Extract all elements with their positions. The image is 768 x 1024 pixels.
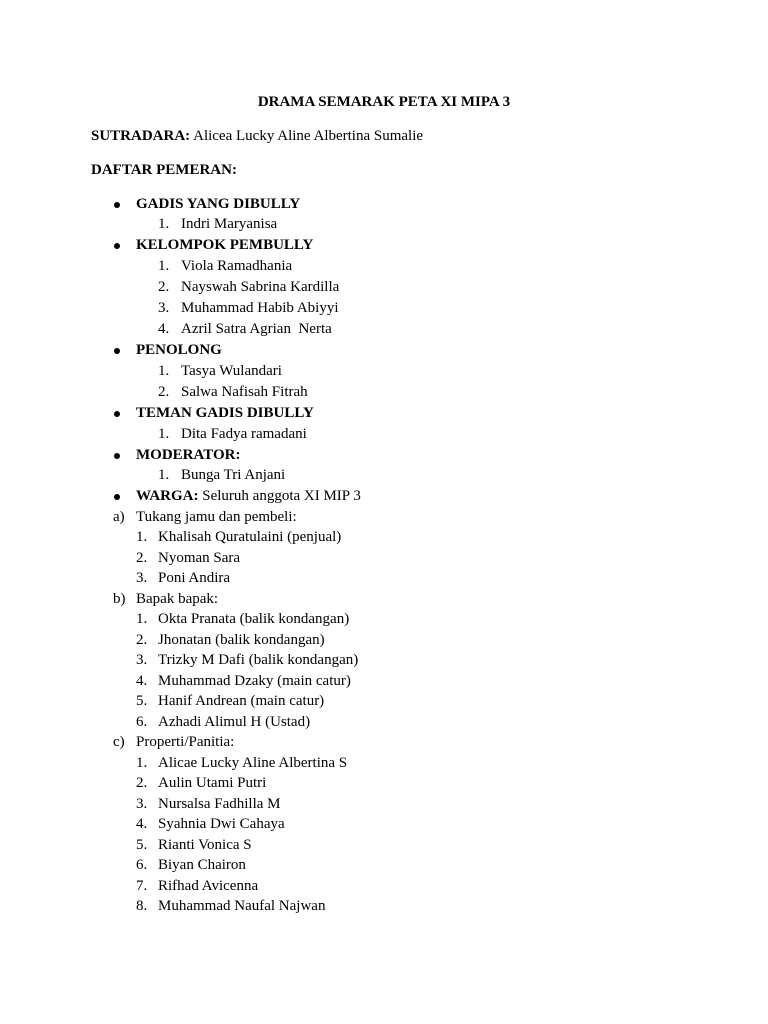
role-line [0,235,768,256]
member-name: Jhonatan (balik kondangan) [158,631,325,648]
warga-description: Seluruh anggota XI MIP 3 [202,488,361,505]
member-name: Alicae Lucky Aline Albertina S [158,754,348,771]
member-name: Indri Maryanisa [181,216,278,233]
member-name: Hanif Andrean (main catur) [158,693,325,710]
role-member-line [0,319,768,340]
role-member-line [0,298,768,319]
group-marker: a) [113,508,125,525]
role-line [0,445,768,466]
warga-text [136,486,361,507]
group-member-line [0,855,768,876]
director-label: SUTRADARA: [91,128,191,144]
role-member-line [0,256,768,277]
group-member-line [0,609,768,630]
member-name: Poni Andira [158,570,231,587]
member-number: 1. [158,467,170,484]
group-member-line [0,691,768,712]
member-name: Muhammad Dzaky (main catur) [158,672,351,689]
member-number: 8. [136,898,148,915]
group-member-line [0,835,768,856]
role-member-line [0,277,768,298]
member-name: Bunga Tri Anjani [181,467,286,484]
member-name: Salwa Nafisah Fitrah [181,383,308,400]
group-label: Tukang jamu dan pembeli: [136,508,297,525]
member-name: Muhammad Naufal Najwan [158,898,326,915]
member-name: Nayswah Sabrina Kardilla [181,279,340,296]
group-member-line [0,753,768,774]
member-number: 1. [158,425,170,442]
member-name: Nyoman Sara [158,549,241,566]
warga-line [0,486,768,507]
member-number: 2. [158,279,170,296]
member-name: Azril Satra Agrian Nerta [181,321,332,338]
member-number: 3. [136,795,148,812]
member-name: Biyan Chairon [158,857,246,874]
member-number: 6. [136,857,148,874]
member-number: 1. [136,529,148,546]
group-member-line [0,568,768,589]
bullet-icon [114,202,120,208]
member-number: 3. [136,570,148,587]
bullet-icon [114,453,120,459]
group-line [0,589,768,610]
bullet-icon [114,348,120,354]
role-title: KELOMPOK PEMBULLY [136,237,314,254]
group-member-line [0,773,768,794]
role-member-line [0,214,768,235]
member-name: Nursalsa Fadhilla M [158,795,281,812]
group-line [0,507,768,528]
member-name: Okta Pranata (balik kondangan) [158,611,350,628]
member-number: 3. [158,300,170,317]
member-number: 3. [136,652,148,669]
group-label: Properti/Panitia: [136,734,235,751]
member-name: Tasya Wulandari [181,362,282,379]
role-member-line [0,382,768,403]
role-member-line [0,361,768,382]
group-member-line [0,650,768,671]
member-name: Viola Ramadhania [181,258,293,275]
member-number: 5. [136,836,148,853]
role-line [0,194,768,215]
member-number: 2. [158,383,170,400]
group-member-line [0,671,768,692]
role-line [0,403,768,424]
group-marker: b) [113,590,126,607]
member-name: Azhadi Alimul H (Ustad) [158,713,311,730]
member-number: 5. [136,693,148,710]
group-member-line [0,712,768,733]
member-name: Muhammad Habib Abiyyi [181,300,339,317]
role-title: TEMAN GADIS DIBULLY [136,404,314,421]
member-number: 2. [136,549,148,566]
director-line [91,126,423,146]
member-number: 1. [136,611,148,628]
cast-heading: DAFTAR PEMERAN: [91,162,237,178]
group-line [0,732,768,753]
group-member-line [0,527,768,548]
member-number: 4. [158,321,170,338]
member-number: 6. [136,713,148,730]
member-number: 1. [158,216,170,233]
cast-list [0,194,768,917]
group-member-line [0,794,768,815]
member-number: 7. [136,877,148,894]
bullet-icon [114,494,120,500]
member-number: 2. [136,775,148,792]
group-member-line [0,630,768,651]
member-name: Khalisah Quratulaini (penjual) [158,529,342,546]
member-number: 1. [158,258,170,275]
member-name: Trizky M Dafi (balik kondangan) [158,652,359,669]
member-number: 4. [136,672,148,689]
group-member-line [0,896,768,917]
member-number: 1. [158,362,170,379]
member-name: Dita Fadya ramadani [181,425,307,442]
member-name: Rifhad Avicenna [158,877,259,894]
role-title: GADIS YANG DIBULLY [136,195,301,212]
member-name: Syahnia Dwi Cahaya [158,816,285,833]
role-member-line [0,465,768,486]
bullet-icon [114,411,120,417]
director-name: Alicea Lucky Aline Albertina Sumalie [193,128,424,144]
group-member-line [0,876,768,897]
member-number: 1. [136,754,148,771]
document-title: DRAMA SEMARAK PETA XI MIPA 3 [257,94,511,110]
role-line [0,340,768,361]
member-name: Aulin Utami Putri [158,775,267,792]
role-title: MODERATOR: [136,446,241,463]
role-member-line [0,424,768,445]
bullet-icon [114,243,120,249]
role-title: PENOLONG [136,341,222,358]
member-number: 4. [136,816,148,833]
group-marker: c) [113,734,125,751]
group-member-line [0,814,768,835]
member-name: Rianti Vonica S [158,836,252,853]
warga-label: WARGA: [136,488,199,505]
group-member-line [0,548,768,569]
group-label: Bapak bapak: [136,590,219,607]
member-number: 2. [136,631,148,648]
